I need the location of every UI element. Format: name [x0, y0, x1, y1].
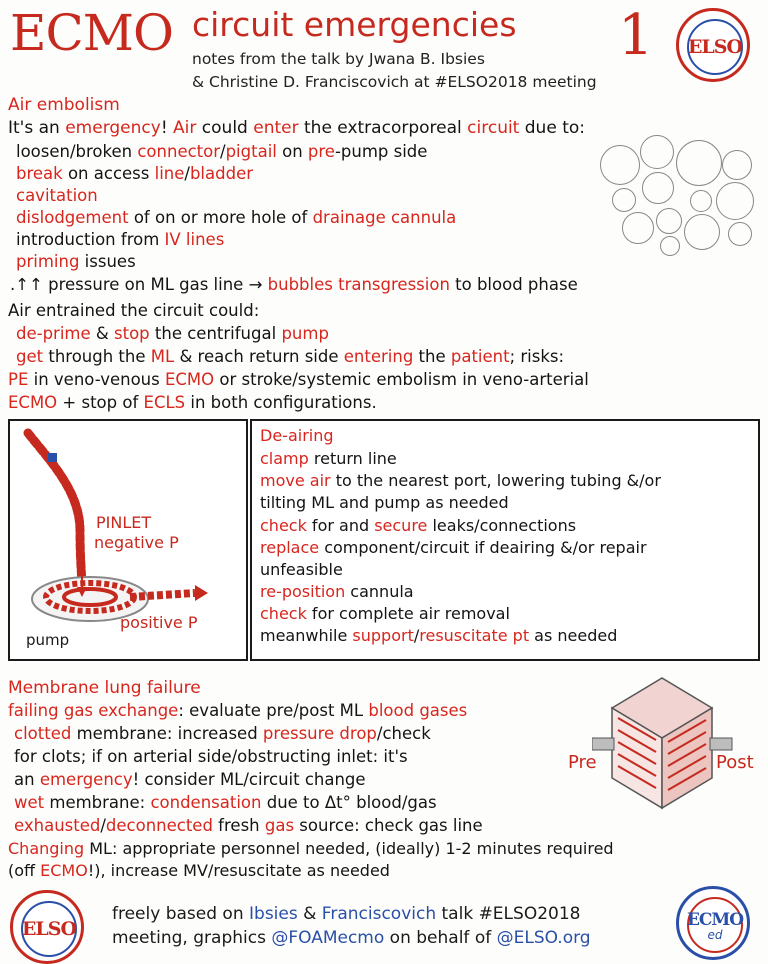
text-segment: resuscitate pt — [419, 626, 530, 645]
text-segment: clamp — [260, 449, 309, 468]
text-segment: gas — [264, 816, 295, 835]
text-segment: & — [297, 904, 322, 924]
text-segment: It's an — [8, 118, 66, 138]
text-segment: membrane: increased — [71, 724, 263, 743]
text-segment: unfeasible — [260, 560, 343, 579]
subtitle-line-2: & Christine D. Franciscovich at #ELSO2018 meeting — [192, 73, 597, 91]
text-segment: wet — [14, 793, 45, 812]
text-segment: get — [16, 347, 44, 366]
text-segment: to the nearest port, lowering tubing &/or — [330, 471, 661, 490]
text-segment: loosen/broken — [16, 142, 138, 161]
air-embolism-line — [8, 302, 259, 321]
deairing-line — [260, 539, 647, 557]
text-segment: on behalf of — [384, 928, 497, 948]
text-segment: Air — [173, 118, 197, 138]
text-segment: connector — [137, 142, 221, 161]
deairing-box — [250, 419, 760, 661]
text-segment: in veno-venous — [28, 370, 165, 389]
membrane-heading: Membrane lung failure — [8, 678, 201, 698]
air-embolism-line — [8, 119, 585, 139]
text-segment: meeting, graphics — [112, 928, 272, 948]
text-segment: /check — [376, 724, 431, 743]
text-segment: the — [413, 347, 451, 366]
text-segment: as needed — [529, 626, 618, 645]
text-segment: due to Δt° blood/gas — [261, 793, 437, 812]
text-segment: check — [260, 516, 307, 535]
text-segment: @FOAMecmo — [271, 928, 385, 948]
text-segment: pressure drop — [262, 724, 377, 743]
text-segment: ECLS — [143, 393, 186, 412]
text-segment: move air — [260, 471, 331, 490]
text-segment: (off — [8, 861, 41, 880]
text-segment: re-position — [260, 582, 346, 601]
air-embolism-line — [16, 348, 564, 367]
text-segment: ECMO — [40, 861, 88, 880]
ecmoed-logo-icon — [676, 886, 750, 960]
text-segment: drainage cannula — [312, 208, 457, 227]
elso-logo-icon — [676, 8, 750, 82]
elso-footer-logo-text: ELSO — [21, 918, 77, 940]
membrane-line — [8, 862, 390, 880]
text-segment: failing gas exchange — [8, 701, 179, 720]
text-segment: for complete air removal — [306, 604, 510, 623]
text-segment: emergency — [39, 770, 133, 789]
post-label: Post — [716, 752, 754, 773]
text-segment: & — [90, 324, 115, 343]
text-segment: on — [276, 142, 308, 161]
text-segment: IV lines — [164, 230, 225, 249]
air-embolism-line — [8, 394, 377, 413]
text-segment: replace — [260, 538, 320, 557]
text-segment: Franciscovich — [321, 904, 437, 924]
text-segment: priming — [16, 252, 80, 271]
text-segment: / — [220, 142, 226, 161]
text-segment: ML — [150, 347, 175, 366]
text-segment: enter — [253, 118, 299, 138]
ecmoed-logo-text-bottom: ed — [707, 927, 723, 942]
text-segment: the extracorporeal — [298, 118, 468, 138]
text-segment: talk #ELSO2018 — [436, 904, 581, 924]
text-segment: deconnected — [105, 816, 213, 835]
text-segment: / — [184, 164, 190, 183]
text-segment: / — [413, 626, 420, 645]
text-segment: meanwhile — [260, 626, 353, 645]
air-embolism-line — [16, 209, 456, 228]
text-segment: introduction from — [16, 230, 165, 249]
air-embolism-line — [16, 253, 136, 272]
text-segment: pump — [281, 324, 329, 343]
membrane-line — [14, 725, 431, 744]
deairing-line — [260, 494, 509, 512]
air-embolism-line — [16, 187, 98, 206]
text-segment: !), increase MV/resuscitate as needed — [87, 861, 390, 880]
text-segment: fresh — [212, 816, 265, 835]
text-segment: ECMO — [8, 393, 58, 412]
text-segment: bladder — [189, 164, 254, 183]
text-segment: return line — [308, 449, 397, 468]
pre-label: Pre — [568, 752, 597, 773]
text-segment: support — [352, 626, 414, 645]
deairing-line — [260, 561, 343, 579]
air-embolism-line — [16, 325, 329, 344]
text-segment: pigtail — [225, 142, 277, 161]
text-segment: leaks/connections — [427, 516, 577, 535]
text-segment: an — [14, 770, 40, 789]
text-segment: PE — [8, 370, 29, 389]
text-segment: freely based on — [112, 904, 250, 924]
pump-label: pump — [26, 631, 70, 649]
pinlet-label: PINLET — [96, 513, 152, 532]
text-segment: line — [154, 164, 185, 183]
text-segment: on access — [62, 164, 155, 183]
air-embolism-line — [16, 231, 224, 250]
air-embolism-heading: Air embolism — [8, 95, 120, 115]
ecmoed-logo-text-top: ECMO — [686, 909, 744, 930]
page-number: 1 — [618, 3, 654, 68]
text-segment: of on or more hole of — [128, 208, 313, 227]
air-embolism-line — [16, 165, 253, 184]
text-segment: entering — [343, 347, 414, 366]
membrane-line — [14, 794, 437, 813]
membrane-lung-icon — [592, 668, 764, 818]
text-segment: condensation — [150, 793, 262, 812]
air-embolism-line — [8, 371, 589, 390]
text-segment: exhausted — [14, 816, 101, 835]
text-segment: ! — [160, 118, 174, 138]
text-segment: patient — [450, 347, 510, 366]
deairing-line — [260, 450, 397, 468]
text-segment: circuit — [467, 118, 520, 138]
text-segment: component/circuit if deairing &/or repair — [319, 538, 647, 557]
elso-footer-logo-icon — [10, 890, 84, 964]
text-segment: stop — [114, 324, 150, 343]
membrane-line — [14, 748, 408, 767]
text-segment: secure — [374, 516, 428, 535]
text-segment: / — [100, 816, 106, 835]
text-segment: membrane: — [44, 793, 151, 812]
membrane-line — [14, 817, 483, 836]
text-segment: cannula — [345, 582, 414, 601]
text-segment: ; risks: — [509, 347, 565, 366]
text-segment: pre — [307, 142, 335, 161]
membrane-line — [8, 702, 467, 721]
text-segment: + stop of — [57, 393, 144, 412]
text-segment: ! consider ML/circuit change — [132, 770, 366, 789]
text-segment: for and — [306, 516, 375, 535]
footer-line-1 — [112, 905, 580, 925]
membrane-line — [8, 840, 614, 858]
text-segment: due to: — [519, 118, 585, 138]
deairing-line — [260, 605, 510, 623]
text-segment: .↑↑ pressure on ML gas line → — [10, 275, 268, 294]
text-segment: issues — [79, 252, 136, 271]
text-segment: ECMO — [164, 370, 215, 389]
text-segment: break — [16, 164, 63, 183]
text-segment: through the — [43, 347, 151, 366]
air-embolism-line — [16, 143, 427, 162]
text-segment: blood gases — [368, 701, 468, 720]
text-segment: de-prime — [16, 324, 91, 343]
text-segment: bubbles transgression — [267, 275, 450, 294]
air-embolism-line — [10, 276, 578, 295]
text-segment: Air entrained the circuit could: — [8, 301, 260, 320]
title-ecmo: ECMO — [10, 4, 173, 62]
negative-p-label: negative P — [94, 533, 179, 552]
positive-p-label: positive P — [120, 613, 198, 632]
deairing-heading: De-airing — [260, 426, 334, 445]
text-segment: : evaluate pre/post ML — [178, 701, 369, 720]
text-segment: to blood phase — [449, 275, 578, 294]
deairing-line — [260, 517, 576, 535]
text-segment: or stroke/systemic embolism in veno-arterial — [214, 370, 589, 389]
text-segment: Changing — [8, 839, 85, 858]
membrane-line — [14, 771, 366, 790]
text-segment: cavitation — [16, 186, 98, 205]
text-segment: Ibsies — [249, 904, 298, 924]
footer-line-2 — [112, 929, 591, 949]
elso-logo-text: ELSO — [687, 36, 743, 58]
text-segment: & reach return side — [174, 347, 344, 366]
text-segment: for clots; if on arterial side/obstructing inlet: it's — [14, 747, 408, 766]
text-segment: tilting ML and pump as needed — [260, 493, 509, 512]
text-segment: ML: appropriate personnel needed, (ideally) 1-2 minutes required — [84, 839, 614, 858]
text-segment: source: check gas line — [294, 816, 483, 835]
subtitle-line-1: notes from the talk by Jwana B. Ibsies — [192, 50, 485, 68]
page-title: circuit emergencies — [192, 5, 517, 44]
text-segment: the centrifugal — [149, 324, 282, 343]
pump-diagram-box — [8, 419, 248, 661]
text-segment: clotted — [14, 724, 72, 743]
text-segment: dislodgement — [16, 208, 129, 227]
deairing-line — [260, 472, 661, 490]
deairing-line — [260, 627, 617, 645]
text-segment: emergency — [65, 118, 161, 138]
text-segment: @ELSO.org — [496, 928, 591, 948]
text-segment: in both configurations. — [185, 393, 377, 412]
text-segment: could — [196, 118, 254, 138]
deairing-line — [260, 583, 414, 601]
text-segment: check — [260, 604, 307, 623]
text-segment: -pump side — [334, 142, 428, 161]
